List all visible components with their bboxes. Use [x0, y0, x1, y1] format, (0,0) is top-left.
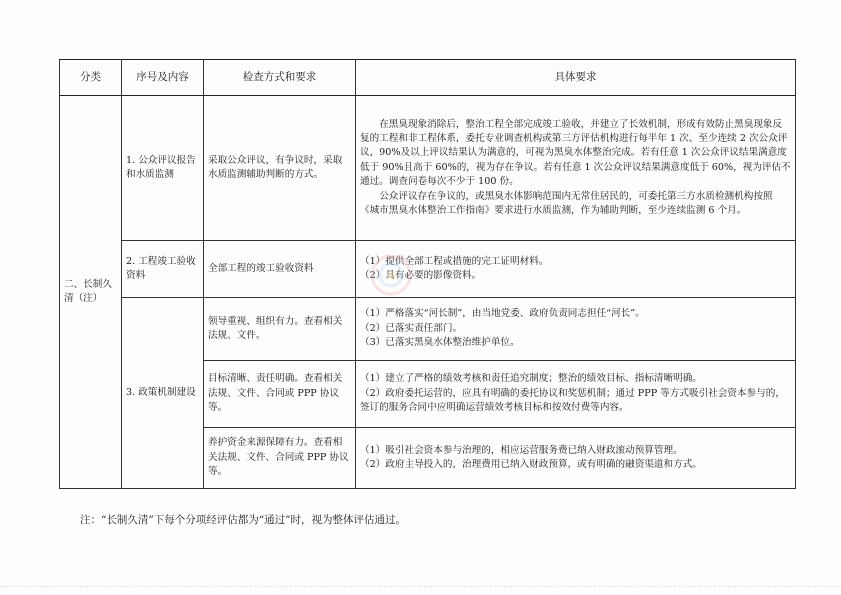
requirements-cell	[356, 361, 796, 428]
header-item: 序号及内容	[122, 60, 204, 96]
requirement-paragraph: 在黑臭现象消除后，整治工程全部完成竣工验收，并建立了长效机制，形成有效防止黑臭现象反复的工程和非工程体系，委托专业调查机构或第三方评估机构进行每半年 1 次、至少连续 2 次公众评议，90%及以上评议结果认为满意的，可视为黑臭水体整治完成。若有任意 1 次公众评议结果满意度低于 90%且高于 60%的，视为存在争议。若有任意 1 次公众评议结果满意度低于 60%，视为评估不通过。调查问卷每次不少于 100 份。	[360, 118, 791, 188]
table-row	[60, 96, 796, 241]
requirements-cell	[356, 428, 796, 489]
requirements-cell	[356, 298, 796, 361]
table-row	[60, 298, 796, 361]
requirement-line: （2）政府主导投入的，治理费用已纳入财政预算，或有明确的融资渠道和方式。	[360, 459, 702, 470]
watermark-logo-icon	[368, 252, 414, 298]
requirement-line: （2）具有必要的影像资料。	[360, 270, 482, 281]
table-row	[60, 241, 796, 298]
requirement-line: （1）提供全部工程或措施的完工证明材料。	[360, 255, 549, 267]
item-cell: 1. 公众评议报告和水质监测	[122, 96, 204, 241]
requirement-line: （1）吸引社会资本参与治理的，相应运营服务费已纳入财政滚动预算管理。	[360, 444, 683, 456]
header-category: 分类	[60, 60, 122, 96]
page-edge-divider	[0, 586, 841, 587]
table-header-row	[60, 60, 796, 96]
header-requirements: 具体要求	[356, 60, 796, 96]
item-cell: 2. 工程竣工验收资料	[122, 241, 204, 298]
category-cell: 二、长制久清（注）	[60, 96, 122, 489]
requirement-line: （1）建立了严格的绩效考核和责任追究制度；整治的绩效目标、指标清晰明确。	[360, 373, 702, 385]
method-cell: 养护资金来源保障有力。查看相关法规、文件、合同或 PPP 协议等。	[204, 428, 356, 489]
requirement-line: （2）已落实责任部门。	[360, 322, 463, 334]
evaluation-table	[59, 59, 796, 489]
requirements-cell	[356, 96, 796, 241]
method-cell: 采取公众评议，有争议时，采取水质监测辅助判断的方式。	[204, 96, 356, 241]
footnote: 注：“长制久清”下每个分项经评估都为“通过”时，视为整体评估通过。	[80, 514, 406, 526]
method-cell: 目标清晰、责任明确。查看相关法规、文件、合同或 PPP 协议等。	[204, 361, 356, 428]
requirement-line: （3）已落实黑臭水体整治维护单位。	[360, 337, 520, 349]
header-method: 检查方式和要求	[204, 60, 356, 96]
requirements-cell	[356, 241, 796, 298]
method-cell: 全部工程的竣工验收资料	[204, 241, 356, 298]
requirement-line: （1）严格落实“河长制”，由当地党委、政府负责同志担任“河长”。	[360, 308, 645, 320]
method-cell: 领导重视、组织有力。查看相关法规、文件。	[204, 298, 356, 361]
requirement-line: （2）政府委托运营的，应具有明确的委托协议和奖惩机制；通过 PPP 等方式吸引社会资本参与的，签订的服务合同中应明确运营绩效考核目标和按效付费等内容。	[360, 387, 785, 414]
item-cell: 3. 政策机制建设	[122, 298, 204, 489]
requirement-paragraph: 公众评议存在争议的，或黑臭水体影响范围内无常住居民的，可委托第三方水质检测机构按照《城市黑臭水体整治工作指南》要求进行水质监测，作为辅助判断，至少连续监测 6 个月。	[360, 190, 773, 217]
